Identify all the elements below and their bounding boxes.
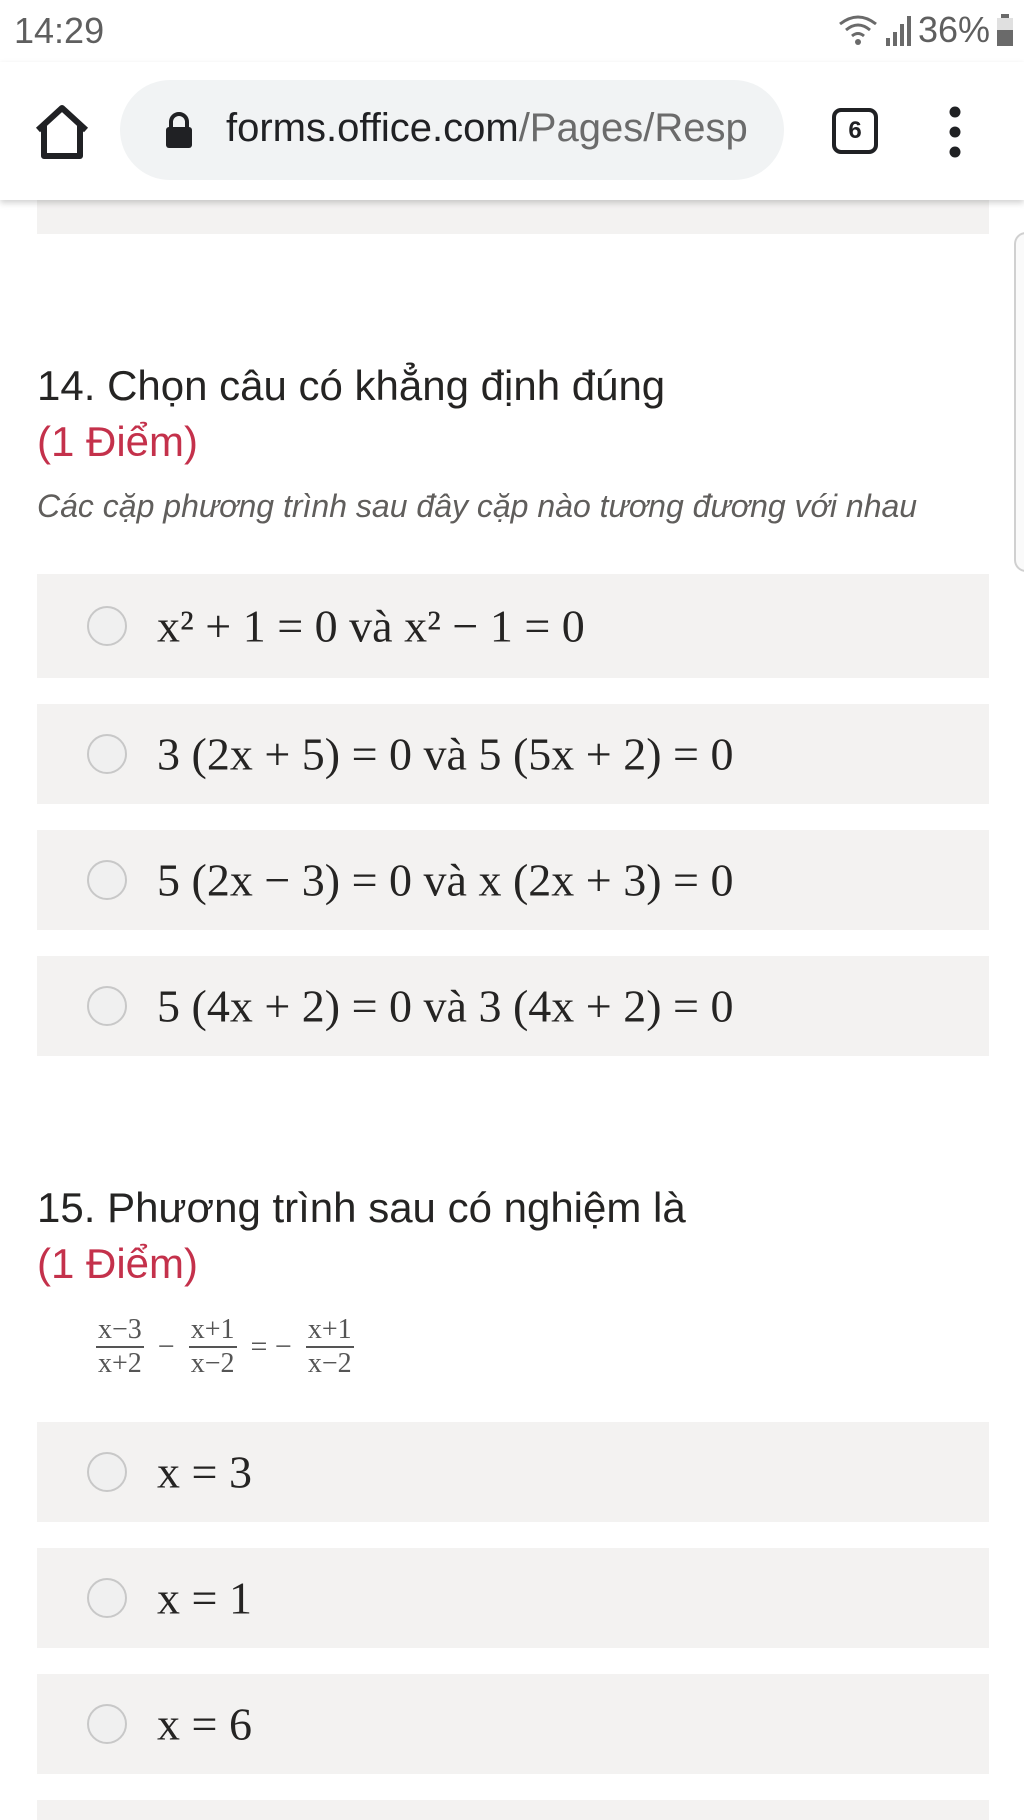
question-14-subtitle: Các cặp phương trình sau đây cặp nào tương đương với nhau [37,488,918,524]
choice-14-c-label: 5 (2x − 3) = 0 và x (2x + 3) = 0 [157,854,734,906]
signal-icon [884,14,912,46]
fraction-1-numerator: x−3 [96,1314,144,1348]
status-time: 14:29 [14,10,105,51]
wifi-icon [838,14,878,46]
fraction-2-numerator: x+1 [189,1314,237,1348]
scrollbar-handle[interactable] [1014,232,1024,572]
battery-percent: 36% [917,9,990,50]
fraction-3 [306,1314,354,1380]
choice-14-b[interactable] [37,704,989,804]
status-icons [838,10,1014,50]
choice-15-a[interactable] [37,1422,989,1522]
address-bar[interactable] [120,80,784,180]
formula-operator-equals: = − [250,1330,292,1363]
tabs-button[interactable]: 6 [832,108,878,154]
fraction-1 [96,1314,144,1380]
radio-button[interactable] [87,1578,127,1618]
more-vert-icon[interactable] [940,102,970,162]
question-15-text: Phương trình sau có nghiệm là [107,1184,686,1231]
radio-button[interactable] [87,986,127,1026]
question-14-points: (1 Điểm) [37,418,199,465]
fraction-3-denominator: x−2 [307,1348,352,1379]
question-15-points: (1 Điểm) [37,1240,199,1287]
radio-button[interactable] [87,860,127,900]
radio-button[interactable] [87,606,127,646]
lock-icon [164,112,194,148]
battery-icon [996,14,1014,46]
question-14-text: Chọn câu có khẳng định đúng [107,362,666,409]
fraction-1-denominator: x+2 [98,1348,142,1379]
question-15-title [37,1184,686,1232]
url-domain: forms.office.com [226,106,519,150]
choice-15-b-label: x = 1 [157,1572,252,1624]
status-bar [0,0,1024,62]
choice-15-b[interactable] [37,1548,989,1648]
choice-15-a-label: x = 3 [157,1446,252,1498]
choice-14-c[interactable] [37,830,989,930]
choice-14-a-label: x² + 1 = 0 và x² − 1 = 0 [157,600,585,652]
choice-14-d[interactable] [37,956,989,1056]
fraction-3-numerator: x+1 [306,1314,354,1348]
choice-partial-next[interactable] [37,1800,989,1820]
question-14-number: 14. [37,362,96,409]
choice-14-a[interactable] [37,574,989,678]
choice-14-b-label: 3 (2x + 5) = 0 và 5 (5x + 2) = 0 [157,728,734,780]
url-path: /Pages/Resp [518,106,748,150]
choice-partial-previous[interactable] [37,200,989,234]
url-text [226,106,748,151]
choice-15-c[interactable] [37,1674,989,1774]
fraction-2-denominator: x−2 [190,1348,235,1379]
fraction-2 [189,1314,237,1380]
question-14-title [37,362,665,410]
radio-button[interactable] [87,1704,127,1744]
question-15-formula [92,1312,358,1382]
question-15-number: 15. [37,1184,96,1231]
formula-operator-minus: − [157,1330,175,1363]
browser-toolbar [0,62,1024,200]
home-icon[interactable] [30,100,94,164]
choice-14-d-label: 5 (4x + 2) = 0 và 3 (4x + 2) = 0 [157,980,734,1032]
radio-button[interactable] [87,1452,127,1492]
choice-15-c-label: x = 6 [157,1698,252,1750]
radio-button[interactable] [87,734,127,774]
